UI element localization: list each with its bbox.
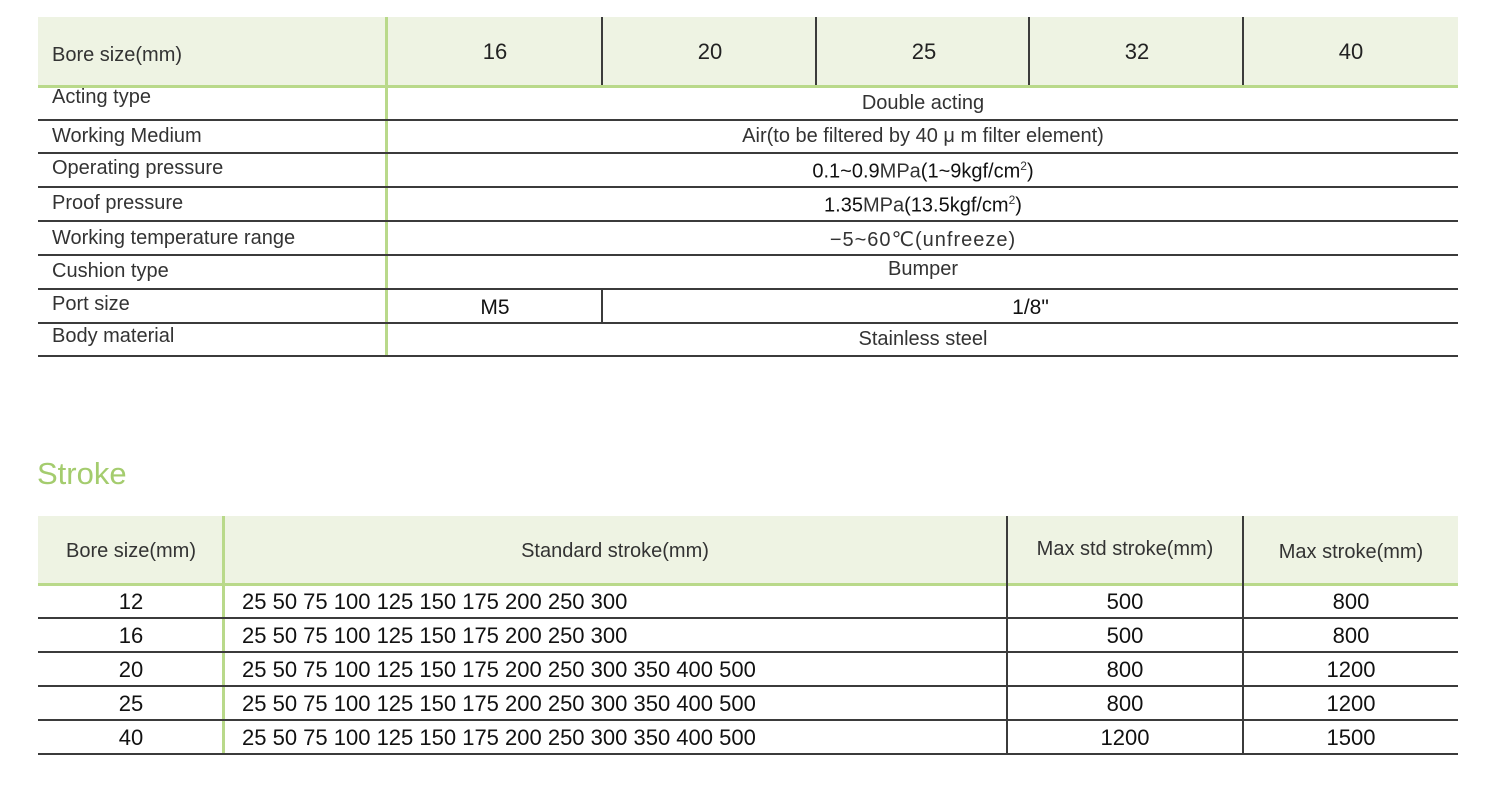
proof-pressure-kgf: (13.5kgf/cm [904,194,1009,217]
max-stroke-header: Max stroke(mm) [1278,541,1424,563]
bore-40-header: 40 [1338,39,1364,64]
stroke-row-line [38,719,1458,721]
spec-row-line [38,186,1458,188]
bore-16-header: 16 [482,39,508,64]
working-medium-label: Working Medium [52,125,202,147]
proof-pressure-value [388,193,1458,218]
stroke-row-max-std: 800 [1106,657,1144,682]
operating-pressure-range: 0.1~0.9 [812,160,880,183]
stroke-row-bore: 25 [118,691,144,716]
spec-row-line [38,220,1458,222]
port-size-m5-value: M5 [480,296,510,319]
stroke-row-standard: 25 50 75 100 125 150 175 200 250 300 [242,589,628,614]
specification-table [38,17,1458,357]
stroke-row-bore: 16 [118,623,144,648]
proof-pressure-unit: MPa [862,194,905,217]
cushion-type-label: Cushion type [52,260,169,282]
body-material-value: Stainless steel [858,328,988,350]
stroke-row-max-std: 1200 [1100,725,1150,750]
spec-row-line [38,152,1458,154]
temperature-range-value: −5~60℃(unfreeze) [829,229,1017,251]
port-size-eighth-value: 1/8" [1012,296,1049,319]
port-size-label: Port size [52,293,130,315]
stroke-row-max-std: 500 [1106,589,1144,614]
operating-pressure-label: Operating pressure [52,157,224,179]
operating-pressure-sup: 2 [1020,159,1027,173]
stroke-row-max: 800 [1332,589,1370,614]
stroke-row-bore: 20 [118,657,144,682]
stroke-row-max: 1500 [1326,725,1376,750]
stroke-row-max: 1200 [1326,657,1376,682]
stroke-row-standard: 25 50 75 100 125 150 175 200 250 300 [242,623,628,648]
stroke-row-line [38,685,1458,687]
operating-pressure-unit: MPa [879,160,921,183]
spec-row-line [38,288,1458,290]
stroke-row-bore: 40 [118,725,144,750]
acting-type-label: Acting type [52,86,151,108]
max-std-stroke-header: Max std stroke(mm) [1036,538,1214,560]
stroke-row-line [38,617,1458,619]
stroke-row-line [38,753,1458,755]
stroke-header-underline [38,583,1458,586]
proof-pressure-number: 1.35 [824,194,863,217]
stroke-row-max: 800 [1332,623,1370,648]
spec-row-line [38,119,1458,121]
standard-stroke-header: Standard stroke(mm) [521,540,709,562]
spec-row-line [38,322,1458,324]
operating-pressure-value [388,159,1458,184]
bore-32-header: 32 [1124,39,1150,64]
bore-size-header: Bore size(mm) [52,44,183,66]
stroke-row-max: 1200 [1326,691,1376,716]
operating-pressure-close: ) [1026,160,1034,183]
proof-pressure-sup: 2 [1008,193,1016,207]
bore-25-header: 25 [911,39,937,64]
stroke-row-max-std: 800 [1106,691,1144,716]
proof-pressure-close: ) [1015,194,1022,217]
cushion-type-value: Bumper [887,258,959,280]
stroke-section-title: Stroke [37,456,127,491]
stroke-row-bore: 12 [118,589,144,614]
working-medium-value: Air(to be filtered by 40 μ m filter element) [742,125,1104,147]
temperature-range-label: Working temperature range [52,227,296,249]
spec-row-line [38,355,1458,357]
stroke-row-standard: 25 50 75 100 125 150 175 200 250 300 350 400 500 [242,657,756,682]
stroke-row-standard: 25 50 75 100 125 150 175 200 250 300 350 400 500 [242,725,756,750]
spec-header-underline [38,85,1458,88]
stroke-row-standard: 25 50 75 100 125 150 175 200 250 300 350 400 500 [242,691,756,716]
bore-20-header: 20 [697,39,723,64]
spec-row-line [38,254,1458,256]
stroke-row-line [38,651,1458,653]
stroke-table [38,516,1458,756]
acting-type-value: Double acting [861,92,985,114]
body-material-label: Body material [52,325,175,347]
stroke-row-max-std: 500 [1106,623,1144,648]
stroke-bore-header: Bore size(mm) [65,540,196,562]
operating-pressure-kgf: (1~9kgf/cm [920,160,1021,183]
proof-pressure-label: Proof pressure [52,192,184,214]
